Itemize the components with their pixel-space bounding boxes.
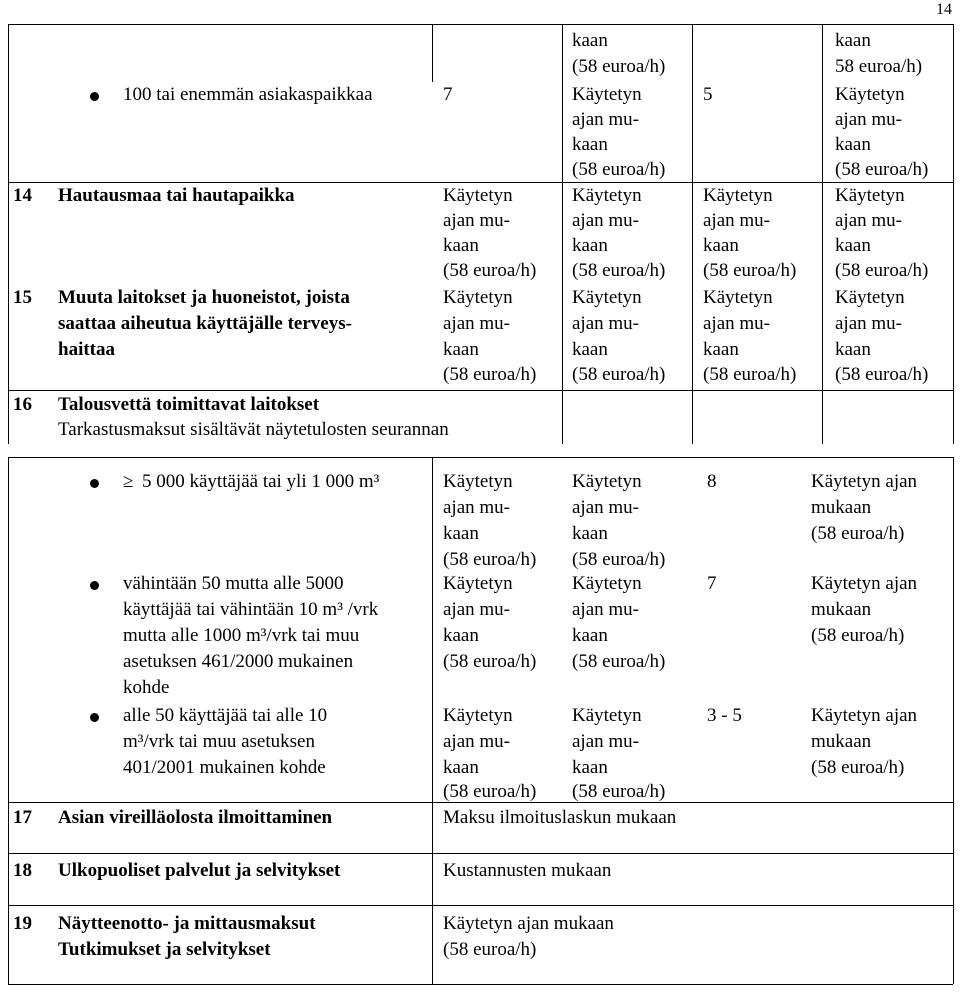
cell-value: 8 <box>707 471 717 492</box>
cell-rate: Käytetyn <box>703 287 773 308</box>
cell-rate: kaan <box>572 134 608 155</box>
cell-value: 3 - 5 <box>707 705 742 726</box>
row-number: 15 <box>13 287 32 308</box>
table-top-border <box>8 24 953 25</box>
cell-rate: (58 euroa/h) <box>443 260 537 281</box>
bullet-label: vähintään 50 mutta alle 5000 <box>123 573 344 594</box>
cell-rate: ajan mu- <box>572 599 640 620</box>
row-label: haittaa <box>58 339 115 360</box>
row-number: 19 <box>13 913 32 934</box>
bullet-label: 100 tai enemmän asiakaspaikkaa <box>123 84 373 105</box>
cell-rate: kaan <box>572 757 608 778</box>
row-number: 17 <box>13 807 32 828</box>
bullet-label: alle 50 käyttäjää tai alle 10 <box>123 705 328 726</box>
col-divider-d <box>822 24 823 444</box>
cell-rate: ajan mu- <box>835 210 903 231</box>
col-divider-a <box>432 24 433 82</box>
cell-rate: (58 euroa/h) <box>572 260 666 281</box>
cell-value: 7 <box>443 84 453 105</box>
cell-rate: Käytetyn <box>572 705 642 726</box>
row-number: 14 <box>13 185 32 206</box>
cell-rate: mukaan <box>811 731 872 752</box>
cell-rate: Käytetyn <box>835 287 905 308</box>
cell-rate: (58 euroa/h) <box>835 159 929 180</box>
row-label: Tutkimukset ja selvitykset <box>58 939 271 960</box>
cell-rate: ajan mu- <box>835 313 903 334</box>
cell-rate: Käytetyn <box>835 185 905 206</box>
cell-rate: ajan mu- <box>443 599 511 620</box>
col-divider-c <box>692 24 693 444</box>
table-border-right-top <box>953 24 954 444</box>
cell-rate: (58 euroa/h) <box>811 523 905 544</box>
cell-rate: ajan mu- <box>835 109 903 130</box>
cell-rate: Käytetyn ajan <box>811 471 918 492</box>
cell-value: 5 <box>703 84 713 105</box>
cell-rate: (58 euroa/h) <box>811 625 905 646</box>
cell-rate: kaan <box>703 339 739 360</box>
cell-rate: kaan <box>443 523 479 544</box>
row-label: Hautausmaa tai hautapaikka <box>58 185 295 206</box>
cell-rate: (58 euroa/h) <box>572 781 666 802</box>
bullet-label: käyttäjää tai vähintään 10 m³ /vrk <box>123 599 379 620</box>
table-border-right-bottom <box>953 457 954 984</box>
cell-rate: ajan mu- <box>572 731 640 752</box>
cell-rate: (58 euroa/h) <box>811 757 905 778</box>
bullet-icon <box>90 581 99 590</box>
cell-rate: (58 euroa/h) <box>572 549 666 570</box>
row-label: Talousvettä toimittavat laitokset <box>58 394 320 415</box>
cell-rate: ajan mu- <box>572 109 640 130</box>
cell-rate: Käytetyn ajan <box>811 573 918 594</box>
cell-rate: Käytetyn ajan <box>811 705 918 726</box>
section-divider <box>8 457 953 458</box>
cell-rate: kaan <box>703 235 739 256</box>
table-border-left-top <box>8 24 9 444</box>
bullet-label: kohde <box>123 677 170 698</box>
cell-rate: Käytetyn <box>572 573 642 594</box>
row-number: 18 <box>13 860 32 881</box>
cell-rate: Käytetyn <box>443 573 513 594</box>
row-label: Näytteenotto- ja mittausmaksut <box>58 913 316 934</box>
cell-rate: Käytetyn <box>835 84 905 105</box>
col5-head: 58 euroa/h) <box>835 56 923 77</box>
cell-rate: (58 euroa/h) <box>572 159 666 180</box>
cell-rate: kaan <box>572 235 608 256</box>
cell-rate: kaan <box>443 757 479 778</box>
row-label: saattaa aiheutua käyttäjälle terveys- <box>58 313 352 334</box>
bullet-icon <box>90 713 99 722</box>
cell-rate: (58 euroa/h) <box>443 651 537 672</box>
row-divider <box>8 390 953 391</box>
col-divider-b <box>562 24 563 444</box>
bullet-label: m³/vrk tai muu asetuksen <box>123 731 315 752</box>
row-number: 16 <box>13 394 32 415</box>
bullet-label: mutta alle 1000 m³/vrk tai muu <box>123 625 360 646</box>
cell-rate: (58 euroa/h) <box>835 364 929 385</box>
cell-rate: kaan <box>443 235 479 256</box>
cell-rate: Käytetyn <box>572 471 642 492</box>
cell-rate: ajan mu- <box>443 731 511 752</box>
page-number: 14 <box>936 1 952 18</box>
ge-symbol: ≥ <box>123 471 134 492</box>
row-value: Maksu ilmoituslaskun mukaan <box>443 807 677 828</box>
cell-rate: Käytetyn <box>703 185 773 206</box>
bullet-label: 401/2001 mukainen kohde <box>123 757 326 778</box>
cell-rate: (58 euroa/h) <box>703 260 797 281</box>
cell-rate: kaan <box>835 134 871 155</box>
cell-rate: kaan <box>835 235 871 256</box>
cell-rate: Käytetyn <box>443 705 513 726</box>
cell-rate: (58 euroa/h) <box>443 364 537 385</box>
cell-rate: (58 euroa/h) <box>703 364 797 385</box>
cell-rate: ajan mu- <box>572 210 640 231</box>
cell-rate: ajan mu- <box>443 210 511 231</box>
cell-rate: (58 euroa/h) <box>572 364 666 385</box>
bullet-label: asetuksen 461/2000 mukainen <box>123 651 354 672</box>
cell-rate: kaan <box>443 625 479 646</box>
col5-head: kaan <box>835 30 871 51</box>
row-divider <box>8 853 953 854</box>
cell-rate: Käytetyn <box>443 287 513 308</box>
cell-rate: kaan <box>443 339 479 360</box>
cell-rate: mukaan <box>811 497 872 518</box>
cell-rate: Käytetyn <box>443 185 513 206</box>
cell-rate: kaan <box>572 339 608 360</box>
row-sublabel: Tarkastusmaksut sisältävät näytetulosten seurannan <box>58 419 449 440</box>
cell-value: 7 <box>707 573 717 594</box>
cell-rate: kaan <box>572 523 608 544</box>
cell-rate: kaan <box>835 339 871 360</box>
cell-rate: Käytetyn <box>572 84 642 105</box>
row-value: Käytetyn ajan mukaan <box>443 913 614 934</box>
cell-rate: ajan mu- <box>572 497 640 518</box>
cell-rate: ajan mu- <box>703 210 771 231</box>
cell-rate: Käytetyn <box>443 471 513 492</box>
cell-rate: (58 euroa/h) <box>443 549 537 570</box>
cell-rate: (58 euroa/h) <box>443 781 537 802</box>
bullet-icon <box>90 92 99 101</box>
row-label: Muuta laitokset ja huoneistot, joista <box>58 287 350 308</box>
table-bottom-border <box>8 984 953 985</box>
cell-rate: Käytetyn <box>572 287 642 308</box>
cell-rate: (58 euroa/h) <box>572 651 666 672</box>
row-divider <box>8 905 953 906</box>
row-value: Kustannusten mukaan <box>443 860 612 881</box>
cell-rate: ajan mu- <box>572 313 640 334</box>
row-value: (58 euroa/h) <box>443 939 537 960</box>
col3-head: (58 euroa/h) <box>572 56 666 77</box>
cell-rate: ajan mu- <box>703 313 771 334</box>
cell-rate: kaan <box>572 625 608 646</box>
bullet-icon <box>90 479 99 488</box>
col3-head: kaan <box>572 30 608 51</box>
cell-rate: mukaan <box>811 599 872 620</box>
cell-rate: (58 euroa/h) <box>835 260 929 281</box>
cell-rate: ajan mu- <box>443 497 511 518</box>
row-label: Ulkopuoliset palvelut ja selvitykset <box>58 860 341 881</box>
row-label: Asian vireilläolosta ilmoittaminen <box>58 807 333 828</box>
cell-rate: Käytetyn <box>572 185 642 206</box>
bullet-label: 5 000 käyttäjää tai yli 1 000 m³ <box>142 471 380 492</box>
cell-rate: ajan mu- <box>443 313 511 334</box>
